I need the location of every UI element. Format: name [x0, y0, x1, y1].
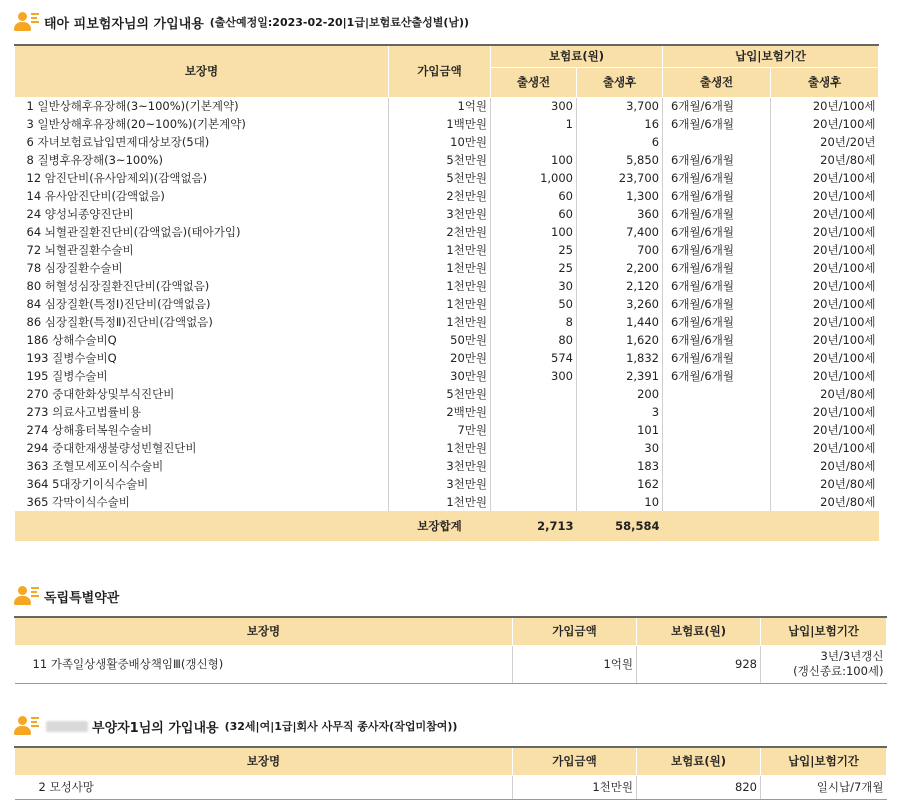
period-before-cell: 6개월/6개월 — [663, 223, 771, 241]
table-row — [15, 403, 879, 421]
premium-before-cell: 100 — [491, 151, 577, 169]
premium-before-cell — [491, 133, 577, 151]
table-row — [15, 205, 879, 223]
table-row — [15, 277, 879, 295]
total-label: 보장합계 — [389, 511, 491, 541]
period-before-cell — [663, 403, 771, 421]
premium-before-cell: 1 — [491, 115, 577, 133]
premium-after-cell: 16 — [577, 115, 663, 133]
table-row — [15, 169, 879, 187]
coverage-name-cell: 363 조혈모세포이식수술비 — [15, 457, 389, 475]
coverage-name-cell: 193 질병수술비Q — [15, 349, 389, 367]
premium-before-cell: 100 — [491, 223, 577, 241]
dependent-title-text: 부양자1님의 가입내용 — [92, 720, 219, 736]
coverage-name-cell: 8 질병후유장해(3~100%) — [15, 151, 389, 169]
period-after-cell: 20년/80세 — [820, 387, 876, 401]
person-icon — [14, 716, 40, 736]
table-row — [15, 259, 879, 277]
amount-cell: 10만원 — [389, 133, 491, 151]
premium-after-cell: 6 — [577, 133, 663, 151]
period-before-cell — [663, 133, 771, 151]
coverage-name-cell: 6 자녀보험료납입면제대상보장(5대) — [15, 133, 389, 151]
header-premium-after: 출생후 — [577, 67, 663, 97]
table-row — [15, 367, 879, 385]
period-before-cell — [663, 475, 771, 493]
table-row — [15, 385, 879, 403]
dependent-header-period: 납입|보험기간 — [761, 747, 887, 775]
premium-before-cell: 60 — [491, 187, 577, 205]
period-after-cell: 20년/80세 — [820, 495, 876, 509]
special-row-period-line1: 3년/3년갱신 — [820, 649, 884, 663]
table-row — [15, 331, 879, 349]
premium-after-cell: 162 — [577, 475, 663, 493]
table-row — [15, 151, 879, 169]
premium-after-cell: 2,200 — [577, 259, 663, 277]
coverage-name-cell: 80 허혈성심장질환진단비(감액없음) — [15, 277, 389, 295]
header-period: 납입|보험기간 — [663, 45, 879, 67]
amount-cell: 5천만원 — [389, 385, 491, 403]
period-after-cell: 20년/100세 — [812, 351, 876, 365]
period-before-cell: 6개월/6개월 — [663, 277, 771, 295]
period-before-cell: 6개월/6개월 — [663, 187, 771, 205]
period-after-cell: 20년/80세 — [820, 153, 876, 167]
period-before-cell: 6개월/6개월 — [663, 241, 771, 259]
coverage-name-cell: 78 심장질환수술비 — [15, 259, 389, 277]
period-before-cell: 6개월/6개월 — [663, 295, 771, 313]
premium-after-cell: 360 — [577, 205, 663, 223]
amount-cell: 1천만원 — [389, 493, 491, 511]
premium-after-cell: 23,700 — [577, 169, 663, 187]
coverage-name-cell: 24 양성뇌종양진단비 — [15, 205, 389, 223]
special-header-premium: 보험료(원) — [637, 617, 761, 645]
amount-cell: 1천만원 — [389, 295, 491, 313]
amount-cell: 20만원 — [389, 349, 491, 367]
period-after-cell: 20년/100세 — [812, 405, 876, 419]
dependent-header-amount: 가입금액 — [513, 747, 637, 775]
table-row — [15, 439, 879, 457]
premium-before-cell: 300 — [491, 97, 577, 115]
premium-before-cell — [491, 385, 577, 403]
period-before-cell: 6개월/6개월 — [663, 169, 771, 187]
header-period-after: 출생후 — [771, 67, 879, 97]
coverage-name-cell: 364 5대장기이식수술비 — [15, 475, 389, 493]
table-row — [15, 457, 879, 475]
premium-before-cell: 30 — [491, 277, 577, 295]
amount-cell: 1억원 — [389, 97, 491, 115]
special-title-text: 독립특별약관 — [44, 590, 120, 606]
dependent-section-title — [14, 716, 457, 736]
total-before: 2,713 — [491, 511, 577, 541]
premium-before-cell: 50 — [491, 295, 577, 313]
table-row — [15, 295, 879, 313]
period-before-cell: 6개월/6개월 — [663, 313, 771, 331]
premium-after-cell: 10 — [577, 493, 663, 511]
period-after-cell: 20년/80세 — [820, 477, 876, 491]
coverage-name-cell: 270 중대한화상및부식진단비 — [15, 385, 389, 403]
period-before-cell: 6개월/6개월 — [663, 367, 771, 385]
special-table — [14, 616, 887, 684]
coverage-name-cell: 12 암진단비(유사암제외)(감액없음) — [15, 169, 389, 187]
premium-after-cell: 2,120 — [577, 277, 663, 295]
premium-after-cell: 183 — [577, 457, 663, 475]
coverage-name-cell: 86 심장질환(특정Ⅱ)진단비(감액없음) — [15, 313, 389, 331]
amount-cell: 1천만원 — [389, 241, 491, 259]
coverage-name-cell: 1 일반상해후유장해(3~100%)(기본계약) — [15, 97, 389, 115]
total-spacer-2 — [663, 511, 771, 541]
period-before-cell — [663, 493, 771, 511]
table-row — [15, 115, 879, 133]
period-after-cell: 20년/100세 — [812, 423, 876, 437]
period-before-cell: 6개월/6개월 — [663, 151, 771, 169]
table-row — [15, 421, 879, 439]
header-premium-before: 출생전 — [491, 67, 577, 97]
period-after-cell: 20년/100세 — [812, 315, 876, 329]
period-after-cell: 20년/100세 — [812, 189, 876, 203]
table-row — [15, 493, 879, 511]
special-header-amount: 가입금액 — [513, 617, 637, 645]
period-after-cell: 20년/100세 — [812, 243, 876, 257]
special-row-amount: 1억원 — [513, 645, 637, 683]
period-after-cell: 20년/80세 — [820, 459, 876, 473]
person-icon — [14, 586, 40, 606]
period-after-cell: 20년/100세 — [812, 333, 876, 347]
dependent-header-premium: 보험료(원) — [637, 747, 761, 775]
period-after-cell: 20년/20년 — [820, 135, 876, 149]
person-icon — [14, 12, 40, 32]
period-after-cell: 20년/100세 — [812, 207, 876, 221]
premium-after-cell: 30 — [577, 439, 663, 457]
period-after-cell: 20년/100세 — [812, 369, 876, 383]
period-after-cell: 20년/100세 — [812, 117, 876, 131]
header-period-before: 출생전 — [663, 67, 771, 97]
premium-after-cell: 7,400 — [577, 223, 663, 241]
premium-after-cell: 1,440 — [577, 313, 663, 331]
coverage-name-cell: 294 중대한재생불량성빈혈진단비 — [15, 439, 389, 457]
premium-after-cell: 700 — [577, 241, 663, 259]
amount-cell: 1천만원 — [389, 277, 491, 295]
premium-after-cell: 1,300 — [577, 187, 663, 205]
premium-after-cell: 2,391 — [577, 367, 663, 385]
period-after-cell: 20년/100세 — [812, 297, 876, 311]
coverage-name-cell: 72 뇌혈관질환수술비 — [15, 241, 389, 259]
premium-before-cell: 25 — [491, 241, 577, 259]
period-before-cell — [663, 421, 771, 439]
period-before-cell: 6개월/6개월 — [663, 97, 771, 115]
total-spacer — [15, 511, 389, 541]
header-coverage: 보장명 — [15, 45, 389, 97]
premium-before-cell: 80 — [491, 331, 577, 349]
period-after-cell: 20년/100세 — [812, 279, 876, 293]
premium-after-cell: 1,620 — [577, 331, 663, 349]
premium-before-cell — [491, 493, 577, 511]
dependent-header-coverage: 보장명 — [15, 747, 513, 775]
special-header-coverage: 보장명 — [15, 617, 513, 645]
premium-before-cell — [491, 421, 577, 439]
amount-cell: 2천만원 — [389, 187, 491, 205]
period-after-cell: 20년/100세 — [812, 225, 876, 239]
coverage-name-cell: 14 유사암진단비(감액없음) — [15, 187, 389, 205]
main-subtitle: (출산예정일:2023-02-20|1급|보험료산출성별(남)) — [209, 16, 470, 29]
premium-before-cell — [491, 439, 577, 457]
premium-after-cell: 5,850 — [577, 151, 663, 169]
period-after-cell: 20년/100세 — [812, 261, 876, 275]
header-premium: 보험료(원) — [491, 45, 663, 67]
coverage-name-cell: 84 심장질환(특정Ⅰ)진단비(감액없음) — [15, 295, 389, 313]
redacted-name — [46, 721, 88, 732]
amount-cell: 5천만원 — [389, 151, 491, 169]
period-before-cell: 6개월/6개월 — [663, 115, 771, 133]
amount-cell: 7만원 — [389, 421, 491, 439]
premium-before-cell: 574 — [491, 349, 577, 367]
premium-before-cell: 1,000 — [491, 169, 577, 187]
premium-after-cell: 101 — [577, 421, 663, 439]
premium-before-cell: 300 — [491, 367, 577, 385]
amount-cell: 1천만원 — [389, 259, 491, 277]
header-amount: 가입금액 — [389, 45, 491, 97]
main-title-text: 태아 피보험자님의 가입내용 — [44, 16, 204, 32]
table-row — [15, 475, 879, 493]
premium-before-cell — [491, 475, 577, 493]
period-before-cell: 6개월/6개월 — [663, 205, 771, 223]
dependent-row-name: 2 모성사망 — [15, 775, 513, 799]
main-section-title — [14, 12, 469, 32]
premium-before-cell: 25 — [491, 259, 577, 277]
amount-cell: 1천만원 — [389, 313, 491, 331]
amount-cell: 50만원 — [389, 331, 491, 349]
amount-cell: 30만원 — [389, 367, 491, 385]
amount-cell: 5천만원 — [389, 169, 491, 187]
coverage-name-cell: 3 일반상해후유장해(20~100%)(기본계약) — [15, 115, 389, 133]
amount-cell: 1백만원 — [389, 115, 491, 133]
table-row — [15, 187, 879, 205]
premium-after-cell: 3,700 — [577, 97, 663, 115]
premium-after-cell: 200 — [577, 385, 663, 403]
table-row — [15, 133, 879, 151]
period-before-cell: 6개월/6개월 — [663, 349, 771, 367]
dependent-row-amount: 1천만원 — [513, 775, 637, 799]
special-row-name: 11 가족일상생활중배상책임Ⅲ(갱신형) — [15, 645, 513, 683]
total-after: 58,584 — [577, 511, 663, 541]
special-row-period-line2: (갱신종료:100세) — [793, 664, 884, 678]
coverage-name-cell: 64 뇌혈관질환진단비(감액없음)(태아가입) — [15, 223, 389, 241]
coverage-name-cell: 365 각막이식수술비 — [15, 493, 389, 511]
period-after-cell: 20년/100세 — [812, 441, 876, 455]
dependent-subtitle: (32세|여|1급|회사 사무직 종사자(작업미참여)) — [224, 720, 458, 733]
period-after-cell: 20년/100세 — [812, 171, 876, 185]
table-row — [15, 223, 879, 241]
dependent-row-period: 일시납/7개월 — [761, 775, 887, 799]
amount-cell: 2천만원 — [389, 223, 491, 241]
table-row — [15, 313, 879, 331]
amount-cell: 3천만원 — [389, 457, 491, 475]
table-row — [15, 349, 879, 367]
table-row — [15, 775, 887, 799]
dependent-row-premium: 820 — [637, 775, 761, 799]
period-before-cell: 6개월/6개월 — [663, 259, 771, 277]
period-before-cell — [663, 457, 771, 475]
coverage-name-cell: 186 상해수술비Q — [15, 331, 389, 349]
premium-after-cell: 3 — [577, 403, 663, 421]
period-before-cell — [663, 439, 771, 457]
premium-after-cell: 3,260 — [577, 295, 663, 313]
premium-after-cell: 1,832 — [577, 349, 663, 367]
table-row — [15, 241, 879, 259]
period-before-cell — [663, 385, 771, 403]
amount-cell: 1천만원 — [389, 439, 491, 457]
premium-before-cell — [491, 457, 577, 475]
special-row-period — [761, 645, 887, 683]
main-coverage-table — [14, 44, 879, 541]
amount-cell: 3천만원 — [389, 475, 491, 493]
dependent-table — [14, 746, 887, 800]
special-section-title — [14, 586, 119, 606]
table-row — [15, 645, 887, 683]
special-row-premium: 928 — [637, 645, 761, 683]
coverage-name-cell: 273 의료사고법률비용 — [15, 403, 389, 421]
total-spacer-3 — [771, 511, 879, 541]
period-after-cell: 20년/100세 — [812, 99, 876, 114]
coverage-name-cell: 195 질병수술비 — [15, 367, 389, 385]
premium-before-cell — [491, 403, 577, 421]
amount-cell: 3천만원 — [389, 205, 491, 223]
period-before-cell: 6개월/6개월 — [663, 331, 771, 349]
table-row — [15, 97, 879, 115]
premium-before-cell: 8 — [491, 313, 577, 331]
amount-cell: 2백만원 — [389, 403, 491, 421]
coverage-name-cell: 274 상해흉터복원수술비 — [15, 421, 389, 439]
premium-before-cell: 60 — [491, 205, 577, 223]
special-header-period: 납입|보험기간 — [761, 617, 887, 645]
